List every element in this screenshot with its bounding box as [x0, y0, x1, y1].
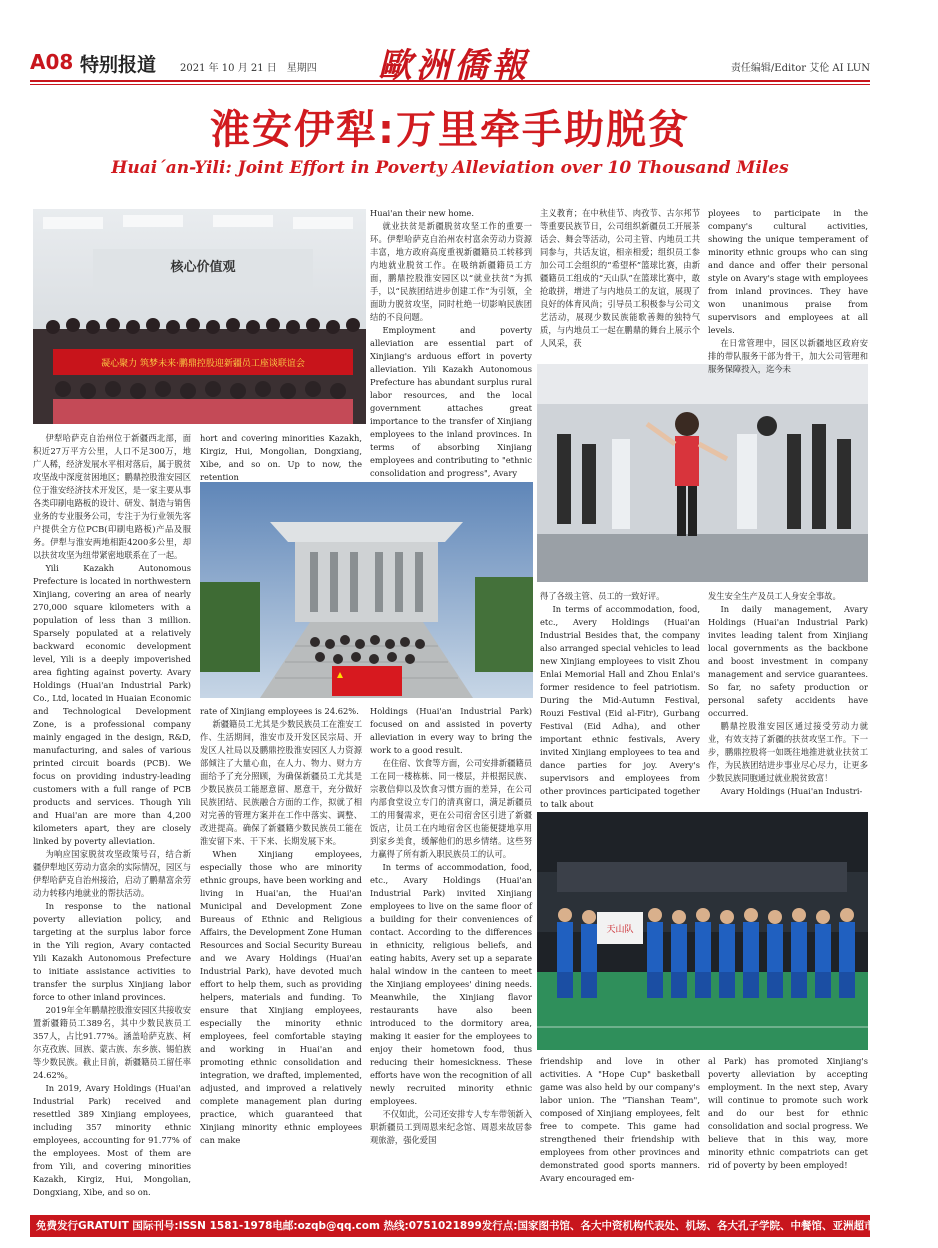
col1-para-1: 伊犁哈萨克自治州位于新疆西北部，面积近27万平方公里，人口不足300万，地广人稀，经济发展水平相对落后，属于脱贫攻坚战中深度贫困地区；鹏鼎控股淮安园区位于淮安经济技术开发区，是一家主要从事各类印刷电路板的设计、研发、制造与销售业务的专业服务公司，专注于为行业领先客户提供全方位PCB(印刷电路板)产品及服务。伊犁与淮安两地相距4200多公里，却以扶贫攻坚为纽带紧密地联系在了一起。 [33, 433, 191, 560]
section-title: 特别报道 [80, 54, 157, 76]
column-2 [200, 705, 362, 1177]
column-3-lower [370, 705, 532, 1177]
col2-para-3: When Xinjiang employees, especially those who are minority ethnic groups, have been working and living in Huai'an, the Huai'an Municipal and Development Zone Bureaus of Ethnic and Religious Affairs, the Development Zone Human Resources and Social Security Bureau and we Avary Holdings (Huai'an Industrial Park), have devoted much effort to help them, such as providing helpers, materials and funding. To ensure that Xinjiang employees, especially the minority ethnic employees, feel comfortable staying and working in Huai'an and promoting ethnic consolidation and integration, we drafted, implemented, adjusted, and improved a relatively complete management plan during practice, which guaranteed that Xinjiang minority ethnic employees can make [200, 849, 362, 1145]
photo-dance-party-image [537, 364, 868, 582]
col1-para-5: 2019年全年鹏鼎控股淮安园区共接收安置新疆籍员工389名，其中少数民族员工357人，占比91.77%。涵盖哈萨克族、柯尔克孜族、回族、蒙古族、东乡族、锡伯族等少数民族。截止目前，新疆籍员工留任率24.62%。 [33, 1005, 192, 1080]
col3-para-4: 在住宿、饮食等方面，公司安排新疆籍员工在同一楼栋栋、同一楼层，并根据民族、宗教信仰以及饮食习惯方面的差异，在公司内部食堂设立专门的清真窗口，满足新疆员工的用餐需求，更在公司宿舍区引进了新疆饭店，让员工在内地宿舍区也能便捷地享用到家乡美食，缓解他们的思乡情绪。这些努力赢得了所有新入职民族员工的认可。 [370, 758, 532, 859]
headline: 淮安伊犁:万里牵手助脱贫 [210, 107, 690, 153]
col1-para-4: In response to the national poverty alleviation policy, and targeting at the surplus labor force in the Yili region, Avary contacted Yili Kazakh Autonomous Prefecture to initiate assistance activities to transfer the surplus Xinjiang labor force to other inland provinces. [33, 901, 191, 1002]
masthead-logo: 歐洲僑報 [378, 46, 530, 86]
photo-group-banner-image [33, 209, 366, 424]
col2-para-1: rate of Xinjiang employees is 24.62%. [200, 706, 359, 716]
column-4-lower [540, 1055, 700, 1183]
editor-credit: 责任编辑/Editor 艾伦 AI LUN [730, 63, 870, 74]
page-header [30, 44, 870, 86]
photo-basketball-team-image [537, 812, 868, 1050]
col3-para-2: Employment and poverty alleviation are essential part of Xinjiang's arduous effort in poverty alleviation. Yili Kazakh Autonomous Prefecture has abundant surplus rural labor resources, and the local government attaches great importance to the transfer of Xinjiang employees to the inland provinces. In terms of absorbing Xinjiang employees and contributing to "ethnic consolidation and progress", Avary [370, 325, 532, 478]
photo-basketball-team [537, 812, 868, 1050]
footer-bar: 免费发行GRATUIT 国际刊号:ISSN 1581-1978电邮:ozqb@qq.com 热线:0751021899发行点:国家图书馆、各大中资机构代表处、机场、各大孔子学院、中餐馆、亚洲超市、华人市场等 [30, 1215, 870, 1237]
col4-para-3: friendship and love in other activities. A "Hope Cup" basketball game was also held by our company's labor union. The "Tianshan Team", composed of Xinjiang employees, felt free to compete. This game had strengthened their friendship with employees from other provinces and demonstrated good sports manners. Avary encouraged em- [540, 1056, 700, 1183]
photo-memorial-hall-image [200, 482, 533, 698]
header-rule-thin [30, 84, 870, 85]
column-3 [370, 207, 532, 478]
column-1 [33, 432, 192, 1197]
column-2-top [200, 432, 362, 482]
col5-para-6: al Park) has promoted Xinjiang's poverty alleviation by accepting employment. In the next step, Avary will continue to promote such work and do our best for ethnic consolidation and social progress. We believe that in this way, more minority ethnic compatriots can get rid of poverty by been employed! [708, 1056, 868, 1170]
col1-para-3: 为响应国家脱贫攻坚政策号召，结合新疆伊犁地区劳动力富余的实际情况，园区与伊犁哈萨克自治州接洽，启动了鹏鼎富余劳动力转移内地就业的帮扶活动。 [33, 849, 191, 898]
col1-para-6: In 2019, Avary Holdings (Huai'an Industrial Park) received and resettled 389 Xinjiang employees, including 357 minority ethnic employees, accounting for 91.77% of the employees. Most of them are from Yili, and covering minorities Kazakh, Kirgiz, Hui, Mongolian, Dongxiang, Xibe, and so on. [33, 1083, 191, 1197]
col5-para-5: Avary Holdings (Huai'an Industri- [720, 786, 863, 796]
subheadline: Huai´an-Yili: Joint Effort in Poverty Alleviation over 10 Thousand Miles [111, 158, 789, 178]
col3-para-3: Holdings (Huai'an Industrial Park) focused on and assisted in poverty alleviation in every way to bring the work to a good result. [370, 706, 532, 755]
col3-top-text: Huai'an their new home. [370, 208, 474, 218]
col4-top-text: 主义教育；在中秋佳节、肉孜节、古尔邦节等重要民族节日，公司组织新疆员工开展茶话会、舞会等活动，公司主管、内地员工共同参与，共话友谊，相亲相爱；组织员工参加公司工会组织的“希望杯”篮球比赛，由新疆籍员工组成的“天山队”在篮球比赛中，敢抢敢拼，增进了与内地员工的友谊，展现了良好的体育风尚；引导员工积极参与公司文艺活动，展现少数民族能歌善舞的独特气质，与内地员工一起在鹏鼎的舞台上展示个人风采，获 [540, 208, 700, 348]
column-5-lower [708, 1055, 868, 1177]
team-banner-text: 天山队 [606, 925, 634, 935]
col4-para-2: In terms of accommodation, food, etc., Avery Holdings (Huai'an Industrial Besides that, the company also arranged special vehicles to lead new Xinjiang employees to visit Zhou Enlai Memorial Hall and Zhou Enlai's former residence to feel patriotism. During the Mid-Autumn Festival, Rouzi Festival (Eid al-Fitr), Gurbang Festival (Eid Adha), and other important ethnic festivals, Avery invited Xinjiang employees to tea and dance parties for joy. Avery's supervisors and employees from other provinces participated together to talk about [540, 604, 700, 809]
col5-para-3: In daily management, Avary Holdings (Huai'an Industrial Park) invites leading talent from Xinjiang local governments as the backbone and boost investment in company management and service guarantees. So far, no safety production or personal safety accidents have occurred. [708, 604, 868, 718]
banner-text: 凝心聚力 筑梦未来·鹏鼎控股迎新疆员工座谈联谊会 [101, 359, 305, 369]
col2-para-2: 新疆籍员工尤其是少数民族员工在淮安工作、生活期间，淮安市及开发区民宗局、开发区人社局以及鹏鼎控股淮安园区人力资源部倾注了大量心血，在人力、物力、财力方面给予了充分照顾，为确保新疆员工尤其是少数民族员工能愿意留、愿意干，充分做好民族团结、民族融合方面的工作，拟就了相对完善的管理方案并在工作中落实、调整、改进提高。确保了新疆籍少数民族员工能在淮安留下来、干下来、长期发展下来。 [200, 719, 362, 846]
photo-dance-party [537, 364, 868, 582]
header-rule [30, 80, 870, 82]
col3-para-5: In terms of accommodation, food, etc., Avary Holdings (Huai'an Industrial Park) invited Xinjiang employees to live on the same floor of a building for their conveniences of contact. According to the differences in ethnicity, religious beliefs, and eating habits, Avery set up a separate halal window in the canteen to meet the Xinjiang employees' dining needs. Meanwhile, the Xinjiang flavor restaurants have also been introduced to the dormitory area, making it easier for the employees to enjoy their hometown food, thus reducing their homesickness. These efforts have won the recognition of all newly recruited minority ethnic employees. [370, 862, 532, 1106]
photo-group-banner [33, 209, 366, 424]
col5-top-text: ployees to participate in the company's cultural activities, showing the unique temperament of minority ethnic groups who can sing and dance and offer their personal style on Avary's stage with employees from inland provinces. They have won unanimous praise from supervisors and employees at all levels. [708, 208, 868, 335]
page-number: A08 [30, 50, 74, 74]
column-5 [708, 207, 868, 374]
column-4 [540, 207, 700, 359]
col3-para-6: 不仅如此，公司还安排专人专车带领新入职新疆员工到周恩来纪念馆、周恩来故居参观旅游，强化爱国 [370, 1109, 532, 1145]
photo-memorial-hall [200, 482, 533, 698]
column-4-mid [540, 590, 700, 809]
col5-para-2: 发生安全生产及员工人身安全事故。 [708, 591, 841, 601]
col5-para-4: 鹏鼎控股淮安园区通过接受劳动力就业，有效支持了新疆的扶贫攻坚工作。下一步，鹏鼎控股将一如既往地推进就业扶贫工作，为民族团结进步事业尽心尽力，让更多少数民族同胞通过就业脱贫致富！ [708, 721, 868, 783]
col3-para-1: 就业扶贫是新疆脱贫攻坚工作的重要一环。伊犁哈萨克自治州农村富余劳动力资源丰富，地方政府高度重视新疆籍员工转移到内地就业脱贫工作。在吸纳新疆籍员工方面，鹏鼎控股淮安园区以“就业扶贫”为抓手，以“民族团结进步创建工作”为引领，全面助力脱贫攻坚，同时杜绝一切影响民族团结的不良问题。 [370, 221, 532, 322]
col5-para-1: 在日常管理中，园区以新疆地区政府安排的带队服务干部为骨干，加大公司管理和服务保障投入，迄今未 [708, 338, 868, 374]
issue-date: 2021 年 10 月 21 日 星期四 [180, 63, 317, 74]
col1-para-2: Yili Kazakh Autonomous Prefecture is located in northwestern Xinjiang, covering an area of nearly 270,000 square kilometers with a population of less than 3 million. Sparsely populated at a relatively backward economic development level, Yili is a deeply impoverished area fighting against poverty. Avary Holdings (Huai'an Industrial Park) Co., Ltd, located in Huaian Economic and Technological Development Zone, is a professional company mainly engaged in the design, R&D, manufacturing, and sales of various printed circuit boards (PCB). We focus on providing industry-leading customers with a full range of PCB products and services. Though Yili and Huai'an are more than 4,200 kilometers apart, they are closely linked by poverty alleviation. [33, 563, 191, 846]
col2-top-text: hort and covering minorities Kazakh, Kirgiz, Hui, Mongolian, Dongxiang, Xibe, and so on. Up to now, the retention [200, 433, 362, 482]
col4-para-1: 得了各级主管、员工的一致好评。 [540, 591, 665, 601]
column-5-mid [708, 590, 868, 805]
wall-slogan: 核心价值观 [170, 260, 236, 275]
